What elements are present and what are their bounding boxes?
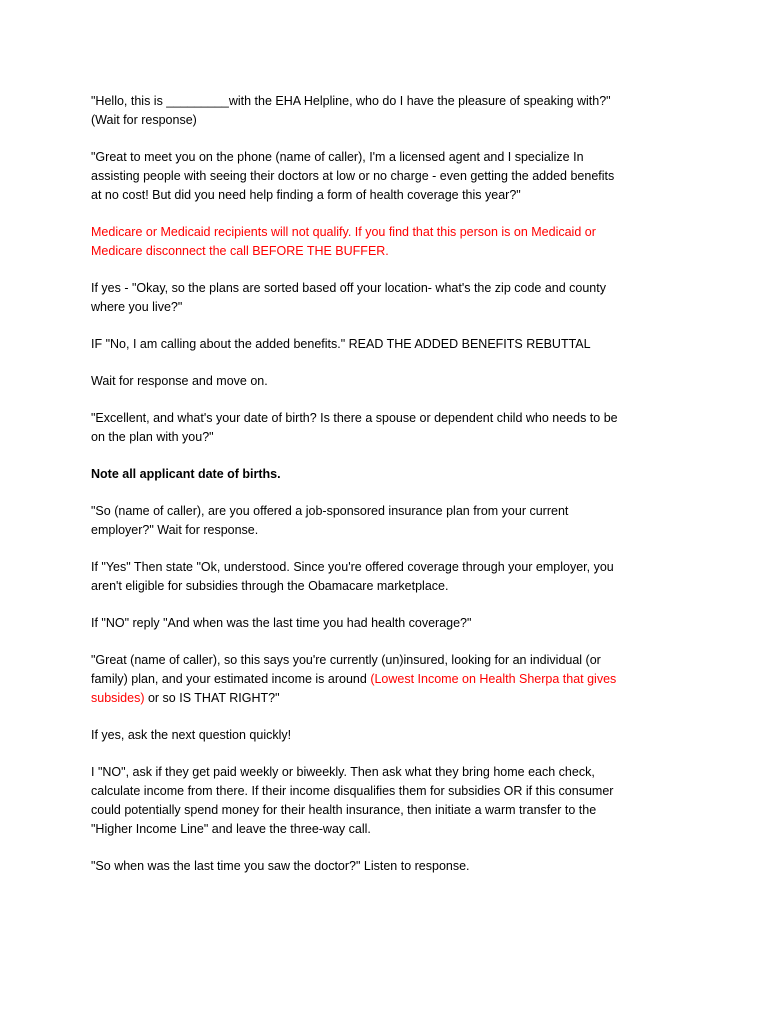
line: If "Yes" Then state "Ok, understood. Since you're offered coverage through your employer, you (91, 560, 614, 574)
line: (Wait for response) (91, 113, 197, 127)
line: at no cost! But did you need help finding a form of health coverage this year?" (91, 188, 521, 202)
paragraph-if-yes-employer (91, 558, 691, 596)
line: "So (name of caller), are you offered a job-sponsored insurance plan from your current (91, 504, 569, 518)
line: I "NO", ask if they get paid weekly or biweekly. Then ask what they bring home each check, (91, 765, 595, 779)
line: If yes - "Okay, so the plans are sorted based off your location- what's the zip code and county (91, 281, 606, 295)
line: where you live?" (91, 300, 183, 314)
paragraph-note (91, 465, 691, 484)
paragraph-introduction (91, 148, 691, 205)
line: "Higher Income Line" and leave the three-way call. (91, 822, 371, 836)
line-tail: or so IS THAT RIGHT?" (144, 691, 280, 705)
paragraph-zip-code (91, 279, 691, 317)
paragraph-if-no-coverage (91, 614, 691, 633)
line: Medicare disconnect the call BEFORE THE BUFFER. (91, 244, 389, 258)
line: aren't eligible for subsidies through the Obamacare marketplace. (91, 579, 449, 593)
paragraph-job-sponsored (91, 502, 691, 540)
line: If "NO" reply "And when was the last time you had health coverage?" (91, 616, 472, 630)
line: on the plan with you?" (91, 430, 214, 444)
line: IF "No, I am calling about the added benefits." READ THE ADDED BENEFITS REBUTTAL (91, 337, 591, 351)
line: If yes, ask the next question quickly! (91, 728, 292, 742)
income-placeholder-continued: subsides) (91, 691, 145, 705)
line: "Great (name of caller), so this says you're currently (un)insured, looking for an individual (or (91, 653, 601, 667)
paragraph-income-confirmation (91, 651, 691, 708)
line: Wait for response and move on. (91, 374, 268, 388)
paragraph-date-of-birth (91, 409, 691, 447)
line: Note all applicant date of births. (91, 467, 281, 481)
line: "Excellent, and what's your date of birth? Is there a spouse or dependent child who needs to be (91, 411, 618, 425)
line: assisting people with seeing their doctors at low or no charge - even getting the added benefits (91, 169, 615, 183)
line: could potentially spend money for their health insurance, then initiate a warm transfer to the (91, 803, 597, 817)
paragraph-if-yes-next (91, 726, 691, 745)
paragraph-medicare-warning (91, 223, 691, 261)
paragraph-last-doctor-visit (91, 857, 691, 876)
line: Medicare or Medicaid recipients will not qualify. If you find that this person is on Medicaid or (91, 225, 596, 239)
paragraph-greeting (91, 92, 691, 130)
script-document (91, 92, 691, 894)
line: "So when was the last time you saw the doctor?" Listen to response. (91, 859, 470, 873)
line: calculate income from there. If their income disqualifies them for subsidies OR if this consumer (91, 784, 614, 798)
line: "Great to meet you on the phone (name of caller), I'm a licensed agent and I specialize In (91, 150, 584, 164)
line: employer?" Wait for response. (91, 523, 259, 537)
income-placeholder: (Lowest Income on Health Sherpa that gives (370, 672, 617, 686)
line: family) plan, and your estimated income is around (91, 672, 371, 686)
paragraph-added-benefits (91, 335, 691, 354)
line: "Hello, this is _________with the EHA Helpline, who do I have the pleasure of speaking with?" (91, 94, 611, 108)
paragraph-wait (91, 372, 691, 391)
paragraph-if-no-income (91, 763, 691, 839)
